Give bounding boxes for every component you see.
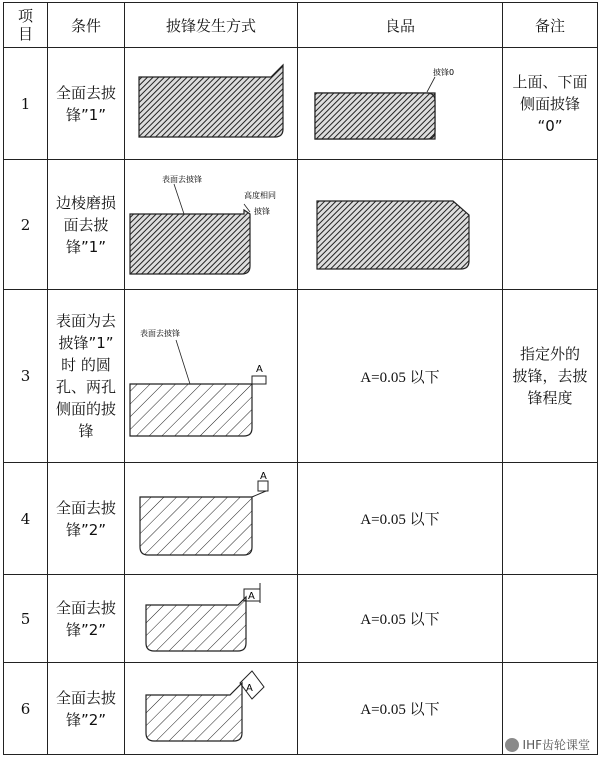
surface-deburr-label: 表面去披锋: [140, 329, 180, 338]
burr-method-diagram-2: [126, 170, 296, 280]
table-row: [4, 290, 598, 463]
header-condition: 条件: [48, 3, 125, 48]
burr-method-diagram-4: [126, 471, 296, 566]
row-good-text: A=0.05 以下: [298, 463, 503, 575]
header-row: [4, 3, 598, 48]
burr-spec-table: [3, 2, 598, 755]
row-method-diagram: [125, 48, 298, 160]
good-part-diagram-2: [305, 175, 495, 275]
dimension-a-label: A: [260, 471, 267, 482]
row-index: 3: [4, 290, 48, 463]
row-method-diagram: [125, 160, 298, 290]
row-condition: 全面去披 锋”1”: [48, 48, 125, 160]
row-method-diagram: [125, 575, 298, 663]
header-item: 项 目: [4, 3, 48, 48]
table-row: [4, 463, 598, 575]
row-condition: 表面为去 披锋”1” 时 的圆 孔、两孔 侧面的披 锋: [48, 290, 125, 463]
table-row: [4, 48, 598, 160]
burr-method-diagram-6: [126, 669, 296, 749]
watermark-text: IHF齿轮课堂: [522, 738, 590, 752]
row-good-diagram: [298, 160, 503, 290]
good-part-diagram-1: [305, 59, 495, 149]
row-good-text: A=0.05 以下: [298, 575, 503, 663]
dimension-a-label: A: [246, 682, 253, 694]
row-method-diagram: [125, 663, 298, 755]
row-index: 6: [4, 663, 48, 755]
row-condition: 边棱磨损 面去披 锋”1”: [48, 160, 125, 290]
dimension-a-label: A: [248, 590, 255, 602]
same-height-label: 高度相同: [244, 190, 276, 200]
burr-method-diagram-5: [126, 579, 296, 659]
wechat-icon: [505, 738, 519, 752]
burr-zero-label: 披锋0: [433, 67, 455, 77]
header-method: 披锋发生方式: [125, 3, 298, 48]
row-condition: 全面去披 锋”2”: [48, 575, 125, 663]
row-note: [503, 575, 598, 663]
row-good-text: A=0.05 以下: [298, 663, 503, 755]
table-row: [4, 160, 598, 290]
burr-method-diagram-1: [131, 59, 291, 149]
header-note: 备注: [503, 3, 598, 48]
row-index: 2: [4, 160, 48, 290]
header-good: 良品: [298, 3, 503, 48]
row-index: 5: [4, 575, 48, 663]
row-index: 1: [4, 48, 48, 160]
row-good-diagram: [298, 48, 503, 160]
row-note: [503, 463, 598, 575]
row-condition: 全面去披 锋”2”: [48, 663, 125, 755]
surface-deburr-label: 表面去披锋: [162, 174, 202, 184]
table-row: [4, 575, 598, 663]
watermark: [505, 736, 590, 753]
dimension-a-label: A: [256, 364, 263, 375]
row-index: 4: [4, 463, 48, 575]
row-note: 上面、下面 侧面披锋 “0”: [503, 48, 598, 160]
row-method-diagram: [125, 463, 298, 575]
burr-label: 披锋: [254, 206, 270, 216]
row-method-diagram: [125, 290, 298, 463]
burr-method-diagram-3: [126, 306, 296, 446]
row-condition: 全面去披 锋”2”: [48, 463, 125, 575]
row-note: [503, 160, 598, 290]
row-note: 指定外的 披锋，去披 锋程度: [503, 290, 598, 463]
row-good-text: A=0.05 以下: [298, 290, 503, 463]
